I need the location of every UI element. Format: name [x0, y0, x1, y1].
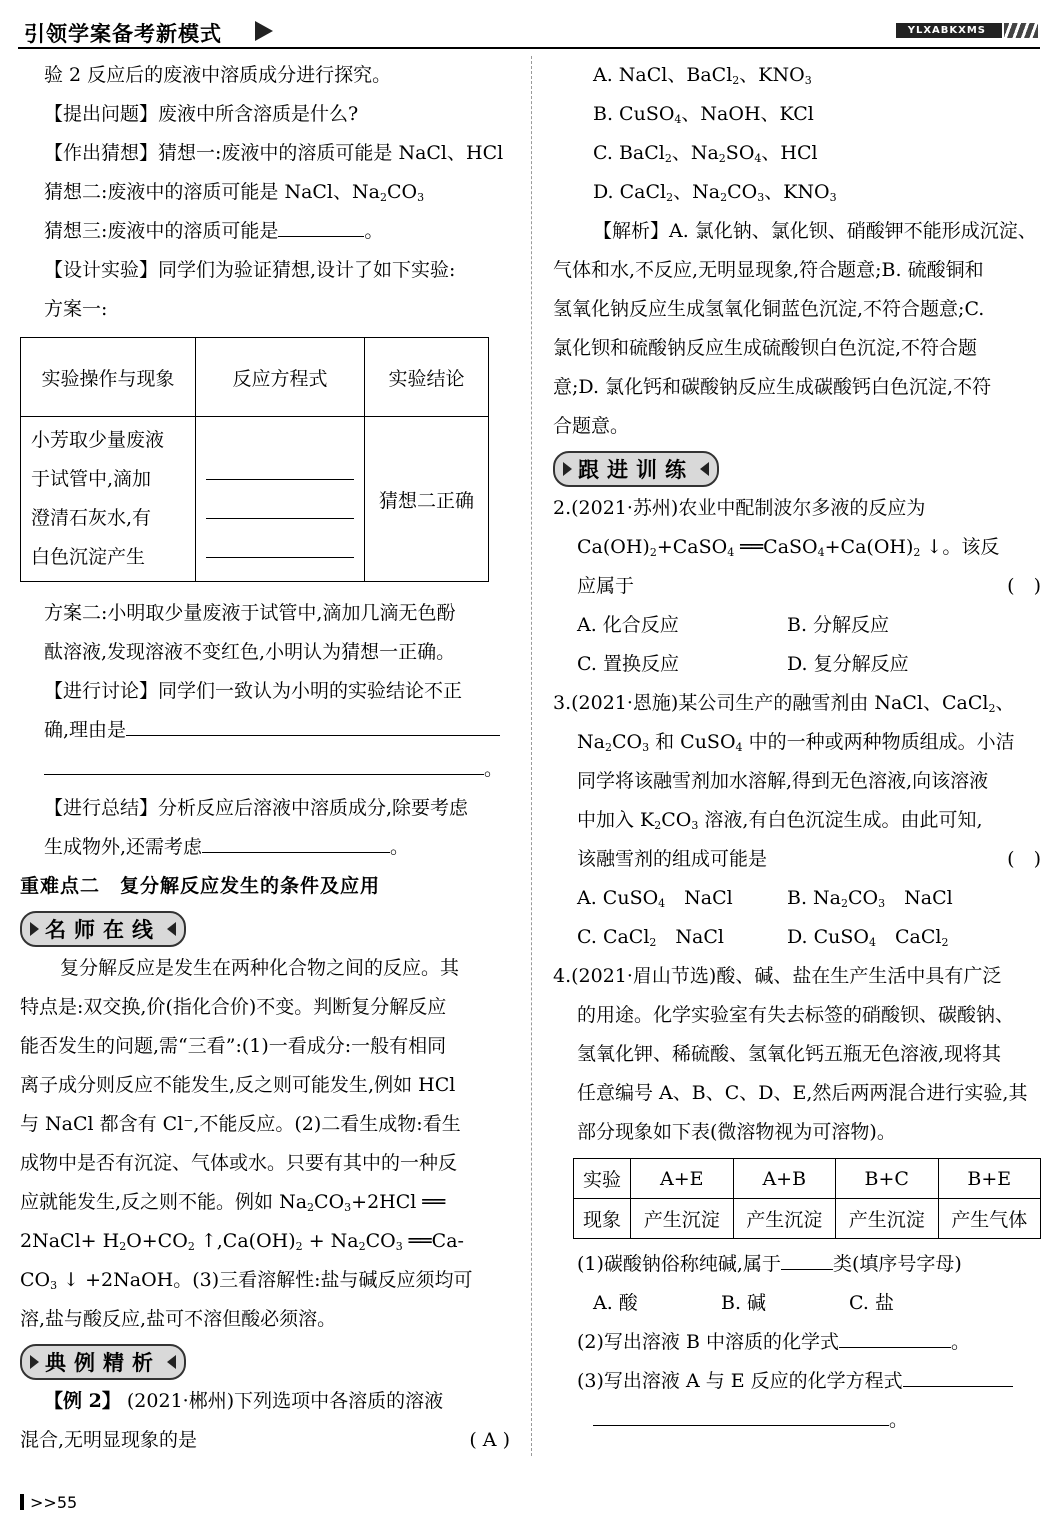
arrow-left-icon	[700, 462, 709, 476]
option-d: D. CaCl$_2$、$Na_2CO_3$、$KNO_3$	[593, 181, 837, 204]
option-b: B. CuSO$_4$、NaOH、KCl	[593, 103, 814, 126]
discuss-line3: 。	[20, 750, 510, 789]
table-cell-operation: 小芳取少量废液 于试管中,滴加 澄清石灰水,有 白色沉淀产生	[21, 417, 196, 582]
analysis-line: 【解析】A. 氯化钠、氯化钡、硝酸钾不能形成沉淀、	[593, 220, 1037, 242]
example-line2: 混合,无明显现象的是 ( A )	[20, 1421, 510, 1460]
teach-line: 离子成分则反应不能发生,反之则可能发生,例如 HCl	[20, 1074, 456, 1096]
table-row: 现象 产生沉淀 产生沉淀 产生沉淀 产生气体	[574, 1199, 1041, 1239]
table-cell-conclusion: 猜想二正确	[365, 417, 489, 582]
guess1-line: 【作出猜想】猜想一:废液中的溶质可能是 NaCl、HCl	[44, 142, 504, 164]
q3-option-a[interactable]: A. CuSO$_4$ NaCl	[577, 887, 733, 910]
equation-blank[interactable]	[206, 441, 354, 480]
q3-line5: 该融雪剂的组成可能是 ( )	[553, 840, 1041, 879]
mixing-table	[573, 1158, 1041, 1239]
arrow-right-icon	[563, 462, 572, 476]
summary-line1: 【进行总结】分析反应后溶液中溶质成分,除要考虑	[44, 797, 469, 819]
intro-line: 验 2 反应后的废液中溶质成分进行探究。	[44, 64, 392, 86]
q2-option-a[interactable]: A. 化合反应	[577, 614, 679, 636]
q3-options-row1	[553, 879, 1041, 918]
header-code: YLXABKXMS	[896, 23, 1002, 38]
q2-line1: 2.(2021·苏州)农业中配制波尔多液的反应为	[553, 497, 926, 519]
q4-line: 的用途。化学实验室有失去标签的硝酸钡、碳酸钠、	[577, 1004, 1015, 1026]
q2-options-row1	[553, 606, 1041, 645]
teach-line: 成物中是否有沉淀、气体或水。只要有其中的一种反	[20, 1152, 458, 1174]
q3-answer-paren[interactable]: ( )	[1007, 848, 1041, 870]
teach-line: 溶,盐与酸反应,盐可不溶但酸必须溶。	[20, 1308, 337, 1330]
q3-option-d[interactable]: D. CuSO$_4$ CaCl$_2$	[787, 926, 949, 949]
q4-part3-line2: 。	[553, 1401, 1041, 1440]
equation-blank[interactable]	[206, 519, 354, 558]
q3-options-row2	[553, 918, 1041, 957]
table-header-conclusion: 实验结论	[365, 338, 489, 417]
q2-line2: $Ca(OH)_2+CaSO_4$ $══CaSO_4+Ca(OH)_2$ ↓。该反	[577, 536, 1000, 559]
arrow-right-icon	[30, 1355, 39, 1369]
plan1-line: 方案一:	[44, 298, 108, 320]
option-c: C. BaCl$_2$、$Na_2SO_4$、HCl	[593, 142, 818, 165]
q4-line: 4.(2021·眉山节选)酸、碱、盐在生产生活中具有广泛	[553, 965, 1002, 987]
q3-line4: 中加入 $K_2CO_3$ 溶液,有白色沉淀生成。由此可知,	[577, 809, 983, 832]
left-column	[20, 56, 510, 1460]
badge-teacher-online: 名师在线	[20, 911, 186, 947]
teach-line: $CO_3$ ↓ +2NaOH。(3)三看溶解性:盐与碱反应须均可	[20, 1269, 473, 1292]
table-header-equation: 反应方程式	[196, 338, 365, 417]
analysis-line: 氢氧化钠反应生成氢氧化铜蓝色沉淀,不符合题意;C.	[553, 298, 985, 320]
q2-options-row2	[553, 645, 1041, 684]
footer-bar-icon	[20, 1494, 24, 1510]
guess3-answer-blank[interactable]	[278, 212, 364, 237]
q4-line: 部分现象如下表(微溶物视为可溶物)。	[577, 1121, 896, 1143]
experiment-table	[20, 337, 489, 582]
arrow-left-icon	[167, 1355, 176, 1369]
q2-option-b[interactable]: B. 分解反应	[787, 614, 890, 636]
q4-part1-blank[interactable]	[781, 1245, 833, 1270]
teach-line: 特点是:双交换,价(指化合价)不变。判断复分解反应	[20, 996, 447, 1018]
question-line: 【提出问题】废液中所含溶质是什么?	[44, 103, 359, 125]
header-stripe-icon	[1004, 23, 1038, 38]
q4-part3-blank-1[interactable]	[903, 1362, 1013, 1387]
q4-part2: (2)写出溶液 B 中溶质的化学式 。	[553, 1323, 1041, 1362]
q4-part2-blank[interactable]	[839, 1323, 951, 1348]
teach-line: 应就能发生,反之则不能。例如 $Na_2CO_3+2HCl$ ══	[20, 1191, 446, 1214]
header-title: 引领学案备考新模式	[24, 22, 222, 46]
q2-option-d[interactable]: D. 复分解反应	[787, 653, 909, 675]
q2-line3: 应属于 ( )	[553, 567, 1041, 606]
q4-part3: (3)写出溶液 A 与 E 反应的化学方程式	[553, 1362, 1041, 1401]
q4-line: 氢氧化钾、稀硫酸、氢氧化钙五瓶无色溶液,现将其	[577, 1043, 1002, 1065]
design-line: 【设计实验】同学们为验证猜想,设计了如下实验:	[44, 259, 456, 281]
guess3-line: 猜想三:废液中的溶质可能是 。	[20, 212, 510, 251]
page-footer	[20, 1493, 77, 1512]
discuss-line1: 【进行讨论】同学们一致认为小明的实验结论不正	[44, 680, 463, 702]
table-cell-equation	[196, 417, 365, 582]
summary-line2: 生成物外,还需考虑 。	[20, 828, 510, 867]
reason-blank-2[interactable]	[44, 750, 484, 775]
example-line1: 【例 2】 (2021·郴州)下列选项中各溶质的溶液	[44, 1390, 444, 1412]
teach-line: 2NaCl+ $H_2O+CO_2$ $↑,Ca(OH)_2 + Na_2CO_3$ ══Ca-	[20, 1230, 464, 1253]
badge-follow-up: 跟进训练	[553, 451, 719, 487]
equation-blank[interactable]	[206, 480, 354, 519]
analysis-line: 氯化钡和硫酸钠反应生成硫酸钡白色沉淀,不符合题	[553, 337, 978, 359]
section-title: 重难点二 复分解反应发生的条件及应用	[20, 875, 381, 897]
guess2-line: 猜想二:废液中的溶质可能是 NaCl、$Na_2CO_3$	[44, 181, 425, 204]
q3-line3: 同学将该融雪剂加水溶解,得到无色溶液,向该溶液	[577, 770, 989, 792]
q2-answer-paren[interactable]: ( )	[1007, 575, 1041, 597]
table-row: 实验 A+E A+B B+C B+E	[574, 1159, 1041, 1199]
q3-option-c[interactable]: C. CaCl$_2$ NaCl	[577, 926, 724, 949]
double-chevron-icon: >>	[30, 1493, 57, 1512]
analysis-line: 合题意。	[553, 415, 630, 437]
option-a: A. NaCl、BaCl$_2$、$KNO_3$	[593, 64, 812, 87]
page-number: 55	[56, 1493, 78, 1512]
arrow-right-icon	[30, 922, 39, 936]
arrow-left-icon	[167, 922, 176, 936]
q4-option-b[interactable]: B. 碱	[721, 1292, 767, 1314]
analysis-line: 气体和水,不反应,无明显现象,符合题意;B. 硫酸铜和	[553, 259, 984, 281]
q4-option-c[interactable]: C. 盐	[849, 1292, 894, 1314]
plan2-line2: 酞溶液,发现溶液不变红色,小明认为猜想一正确。	[44, 641, 456, 663]
q4-part3-blank-2[interactable]	[593, 1401, 889, 1426]
right-column	[553, 56, 1041, 1440]
q3-line2: $Na_2CO_3$ 和 CuSO$_4$ 中的一种或两种物质组成。小洁	[577, 731, 1015, 754]
page-header	[18, 14, 1040, 48]
q3-option-b[interactable]: B. $Na_2CO_3$ NaCl	[787, 887, 953, 910]
teach-line: 与 NaCl 都含有 Cl⁻,不能反应。(2)二看生成物:看生	[20, 1113, 461, 1135]
column-divider	[531, 56, 532, 1456]
header-rule	[18, 47, 1040, 49]
example-answer: ( A )	[469, 1429, 510, 1451]
q4-part1: (1)碳酸钠俗称纯碱,属于 类(填序号字母)	[553, 1245, 1041, 1284]
q2-option-c[interactable]: C. 置换反应	[577, 653, 679, 675]
q4-option-a[interactable]: A. 酸	[593, 1292, 638, 1314]
badge-typical-example: 典例精析	[20, 1344, 186, 1380]
q4-part1-options	[553, 1284, 1041, 1323]
teach-line: 复分解反应是发生在两种化合物之间的反应。其	[60, 957, 460, 979]
q4-line: 任意编号 A、B、C、D、E,然后两两混合进行实验,其	[577, 1082, 1028, 1104]
q3-line1: 3.(2021·恩施)某公司生产的融雪剂由 NaCl、CaCl$_2$、	[553, 692, 1015, 715]
teach-line: 能否发生的问题,需“三看”:(1)一看成分:一般有相同	[20, 1035, 447, 1057]
table-header-operation: 实验操作与现象	[21, 338, 196, 417]
discuss-line2: 确,理由是	[20, 711, 510, 750]
analysis-line: 意;D. 氯化钙和碳酸钠反应生成碳酸钙白色沉淀,不符	[553, 376, 992, 398]
header-arrow-icon	[255, 21, 273, 41]
summary-blank[interactable]	[202, 828, 390, 853]
reason-blank-1[interactable]	[126, 711, 500, 736]
plan2-line1: 方案二:小明取少量废液于试管中,滴加几滴无色酚	[44, 602, 456, 624]
